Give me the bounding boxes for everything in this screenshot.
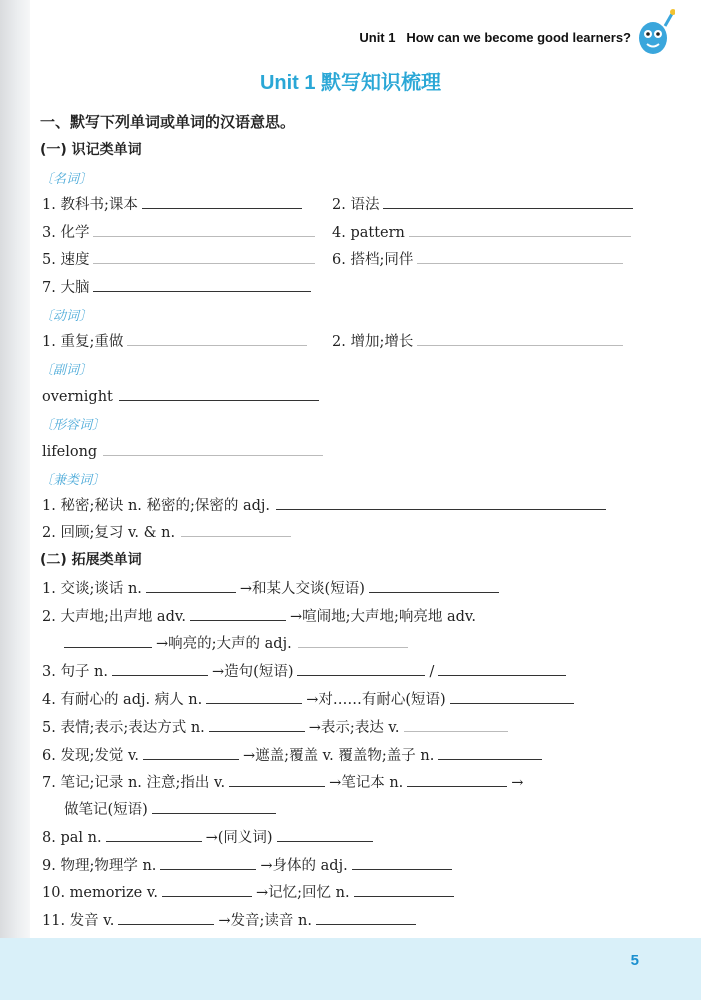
- answer-blank[interactable]: [112, 661, 208, 676]
- extend-item-5: 5. 表情;表示;表达方式 n. →表示;表达 v.: [42, 717, 508, 738]
- verb-item-2: 2. 增加;增长: [332, 331, 623, 352]
- category-verb: 〔动词〕: [40, 309, 93, 324]
- answer-blank[interactable]: [438, 661, 566, 676]
- answer-blank[interactable]: [146, 578, 236, 593]
- extend-item-11: 11. 发音 v. →发音;读音 n.: [42, 910, 416, 931]
- extend-item-6: 6. 发现;发觉 v. →遮盖;覆盖 v. 覆盖物;盖子 n.: [42, 745, 542, 766]
- answer-blank[interactable]: [276, 495, 606, 510]
- answer-blank[interactable]: [417, 331, 623, 346]
- category-adverb: 〔副词〕: [40, 363, 93, 378]
- answer-blank[interactable]: [64, 633, 152, 648]
- answer-blank[interactable]: [206, 689, 302, 704]
- noun-item-6: 6. 搭档;同伴: [332, 249, 623, 270]
- answer-blank[interactable]: [450, 689, 574, 704]
- noun-item-1: 1. 教科书;课本: [42, 194, 302, 215]
- extend-item-2-cont: →响亮的;大声的 adj.: [64, 633, 408, 654]
- subsection-extend: (二) 拓展类单词: [40, 552, 142, 568]
- subsection-memorize: (一) 识记类单词: [40, 142, 142, 158]
- answer-blank[interactable]: [369, 578, 499, 593]
- extend-item-1: 1. 交谈;谈话 n. →和某人交谈(短语): [42, 578, 499, 599]
- answer-blank[interactable]: [190, 606, 286, 621]
- answer-blank[interactable]: [354, 882, 454, 897]
- answer-blank[interactable]: [404, 717, 508, 732]
- answer-blank[interactable]: [409, 222, 631, 237]
- answer-blank[interactable]: [417, 249, 623, 264]
- extend-item-8: 8. pal n. →(同义词): [42, 827, 373, 848]
- noun-item-4: 4. pattern: [332, 222, 631, 243]
- noun-item-3: 3. 化学: [42, 222, 315, 243]
- answer-blank[interactable]: [407, 772, 507, 787]
- book-spine-shadow: [0, 0, 30, 1000]
- extend-item-9: 9. 物理;物理学 n. →身体的 adj.: [42, 855, 452, 876]
- category-adjective: 〔形容词〕: [40, 418, 106, 433]
- answer-blank[interactable]: [93, 249, 315, 264]
- answer-blank[interactable]: [152, 799, 276, 814]
- extend-item-10: 10. memorize v. →记忆;回忆 n.: [42, 882, 454, 903]
- adjective-item-1: lifelong: [42, 441, 323, 462]
- page-footer-band: [0, 938, 701, 1000]
- category-multi-class: 〔兼类词〕: [40, 473, 106, 488]
- answer-blank[interactable]: [352, 855, 452, 870]
- extend-item-7-cont: 做笔记(短语): [64, 799, 276, 820]
- adverb-item-1: overnight: [42, 386, 319, 407]
- answer-blank[interactable]: [106, 827, 202, 842]
- header-topic: How can we become good learners?: [406, 30, 631, 45]
- answer-blank[interactable]: [277, 827, 373, 842]
- answer-blank[interactable]: [160, 855, 256, 870]
- noun-item-2: 2. 语法: [332, 194, 633, 215]
- answer-blank[interactable]: [93, 222, 315, 237]
- answer-blank[interactable]: [316, 910, 416, 925]
- extend-item-7: 7. 笔记;记录 n. 注意;指出 v. →笔记本 n. →: [42, 772, 523, 793]
- answer-blank[interactable]: [383, 194, 633, 209]
- category-noun: 〔名词〕: [40, 172, 93, 187]
- answer-blank[interactable]: [209, 717, 305, 732]
- page-title: Unit 1 默写知识梳理: [259, 72, 442, 94]
- answer-blank[interactable]: [162, 882, 252, 897]
- page-number: 5: [630, 952, 639, 969]
- answer-blank[interactable]: [297, 661, 425, 676]
- mascot-icon: [631, 8, 675, 60]
- running-header: [359, 30, 631, 45]
- answer-blank[interactable]: [127, 331, 307, 346]
- multi-item-2: 2. 回顾;复习 v. & n.: [42, 522, 291, 543]
- extend-item-4: 4. 有耐心的 adj. 病人 n. →对……有耐心(短语): [42, 689, 574, 710]
- section-heading: 一、默写下列单词或单词的汉语意思。: [40, 113, 296, 131]
- answer-blank[interactable]: [119, 386, 319, 401]
- extend-item-2: 2. 大声地;出声地 adv. →喧闹地;大声地;响亮地 adv.: [42, 606, 476, 627]
- answer-blank[interactable]: [143, 745, 239, 760]
- noun-item-7: 7. 大脑: [42, 277, 311, 298]
- answer-blank[interactable]: [298, 633, 408, 648]
- answer-blank[interactable]: [103, 441, 323, 456]
- answer-blank[interactable]: [438, 745, 542, 760]
- header-unit: Unit 1: [359, 30, 396, 45]
- noun-item-5: 5. 速度: [42, 249, 315, 270]
- multi-item-1: 1. 秘密;秘诀 n. 秘密的;保密的 adj.: [42, 495, 606, 516]
- answer-blank[interactable]: [229, 772, 325, 787]
- answer-blank[interactable]: [93, 277, 311, 292]
- extend-item-3: 3. 句子 n. →造句(短语) /: [42, 661, 566, 682]
- answer-blank[interactable]: [142, 194, 302, 209]
- verb-item-1: 1. 重复;重做: [42, 331, 307, 352]
- answer-blank[interactable]: [181, 522, 291, 537]
- answer-blank[interactable]: [118, 910, 214, 925]
